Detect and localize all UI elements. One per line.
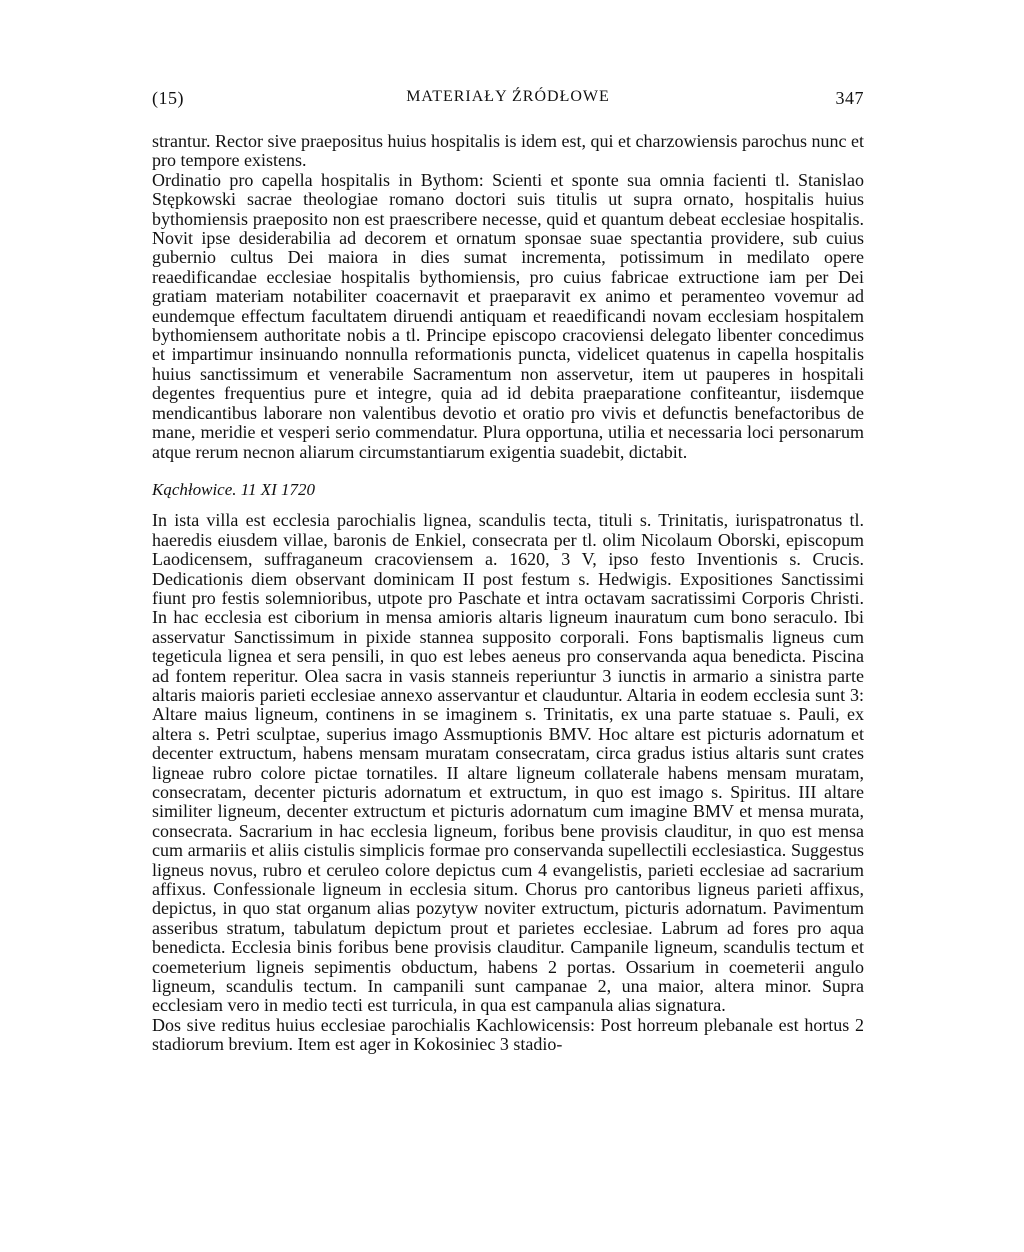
section-heading: Kąchłowice. 11 XI 1720	[152, 479, 316, 499]
main-text	[152, 132, 864, 1055]
paragraph: Dos sive reditus huius ecclesiae parochialis Kachlowicensis: Post horreum plebanale est hortus 2 stadiorum brevium. Item est ager in Kokosiniec 3 stadio-	[152, 1014, 864, 1055]
page-number: 347	[835, 88, 864, 108]
page-marker: (15)	[152, 88, 184, 108]
paragraph: Ordinatio pro capella hospitalis in Bythom: Scienti et sponte sua omnia facienti tl. Stanislao Stępkowski sacrae theologiae romano doctori suis titulis ut supra ornato, hospitalis huius bythomiensis praeposito non est praescribere necesse, quid et quantum debeat ecclesiae hospitalis. Novit ipse desiderabilia ad decorem et ornatum sponsae suae spectantia providere, sub cuius gubernio cultus Dei maiora in dies sumat incrementa, potissimum in medilato opere reaedificandae ecclesiae hospitalis bythomiensis, pro cuius fabricae extructione iam per Dei gratiam materiam notabiliter coacernavit et praeparavit ex animo et peramenteo vovemur ad eundemque effectum facultatem diruendi antiquam et reaedificandi novam ecclesiam hospitalem bythomiensem authoritate nobis a tl. Principe episcopo cracoviensi delegato libenter concedimus et impartimur insinuando nonnulla reformationis puncta, videlicet quatenus in capella hospitalis huius sanctissimum et venerabile Sacramentum non asservetur, item ut pauperes in hospitali degentes frequentius pure et integre, quia ad id debita praeparatione confiteantur, iisdemque mendicantibus laborare non valentibus devotio et oratio pro vivis et defunctis benefactoribus de mane, meridie et vesperi serio commendatur. Plura opportuna, utilia et necessaria loci personarum atque rerum necnon aliarum circumstantiarum exigentia suadebit, dictabit.	[152, 169, 864, 462]
document-page	[152, 88, 864, 1055]
paragraph: strantur. Rector sive praepositus huius hospitalis is idem est, qui et charzowiensis parochus nunc et pro tempore existens.	[152, 131, 864, 171]
page-title: MATERIAŁY ŹRÓDŁOWE	[406, 88, 610, 105]
paragraph: In ista villa est ecclesia parochialis lignea, scandulis tecta, tituli s. Trinitatis, iurispatronatus tl. haeredis eiusdem villae, baronis de Enkiel, consecrata per tl. olim Nicolaum Oborski, episcopum Laodicensem, suffraganeum cracoviensem a. 1620, 3 V, ipso festo Inventionis s. Crucis. Dedicationis diem observant dominicam II post festum s. Hedwigis. Expositiones Sanctissimi fiunt pro festis solemnioribus, utpote pro Paschate et intra octavam sacratissimi Corporis Christi. In hac ecclesia est ciborium in mensa amioris altaris ligneum inauratum cum bono seraculo. Ibi asservatur Sanctissimum in pixide stannea supposito corporali. Fons baptismalis ligneus cum tegeticula lignea et sera pensili, in quo est lebes aeneus pro conservanda aqua benedicta. Piscina ad fontem reperitur. Olea sacra in vasis stanneis reperiuntur 3 iunctis in armario a sinistra parte altaris maioris parieti ecclesiae annexo asservantur et clauduntur. Altaria in eodem ecclesia sunt 3: Altare maius ligneum, continens in se imaginem s. Trinitatis, ex una parte statuae s. Pauli, ex altera s. Petri sculptae, superius imago Assmuptionis BMV. Hoc altare est picturis adornatum et decenter extructum, habens mensam muratam consecratam, circa gradus istius altaris sunt crates ligneae rubro colore pictae tornatiles. II altare ligneum collaterale habens mensam muratam, consecratam, decenter picturis adornatum et extructum, in quo est imago s. Spiritus. III altare similiter ligneum, decenter extructum et picturis adornatum cum imagine BMV et mensa murata, consecrata. Sacrarium in hac ecclesia ligneum, foribus bene provisis clauditur, in quo est mensa cum armariis et aliis cistulis simplicis formae pro conservanda supellectili ecclesiastica. Suggestus ligneus novus, rubro et ceruleo colore depictus cum 4 evangelistis, parieti ecclesiae ad sacrarium affixus. Confessionale ligneum in ecclesia situm. Chorus pro cantoribus ligneus parieti affixus, depictus, in quo stat organum alias pozytyw noviter extructum, picturis adornatum. Pavimentum asseribus stratum, tabulatum depictum prout et parietes ecclesiae. Labrum ad fores pro aqua benedicta. Ecclesia binis foribus bene provisis clauditur. Campanile ligneum, scandulis tectum et coemeterium ligneis sepimentis obductum, habens 2 portas. Ossarium in coemeterii angulo ligneum, scandulis tectum. In campanili sunt campanae 2, una maior, altera minor. Supra ecclesiam vero in medio tecti est turricula, in qua est campanula alias signatura.	[152, 510, 864, 1016]
running-header	[152, 88, 864, 120]
